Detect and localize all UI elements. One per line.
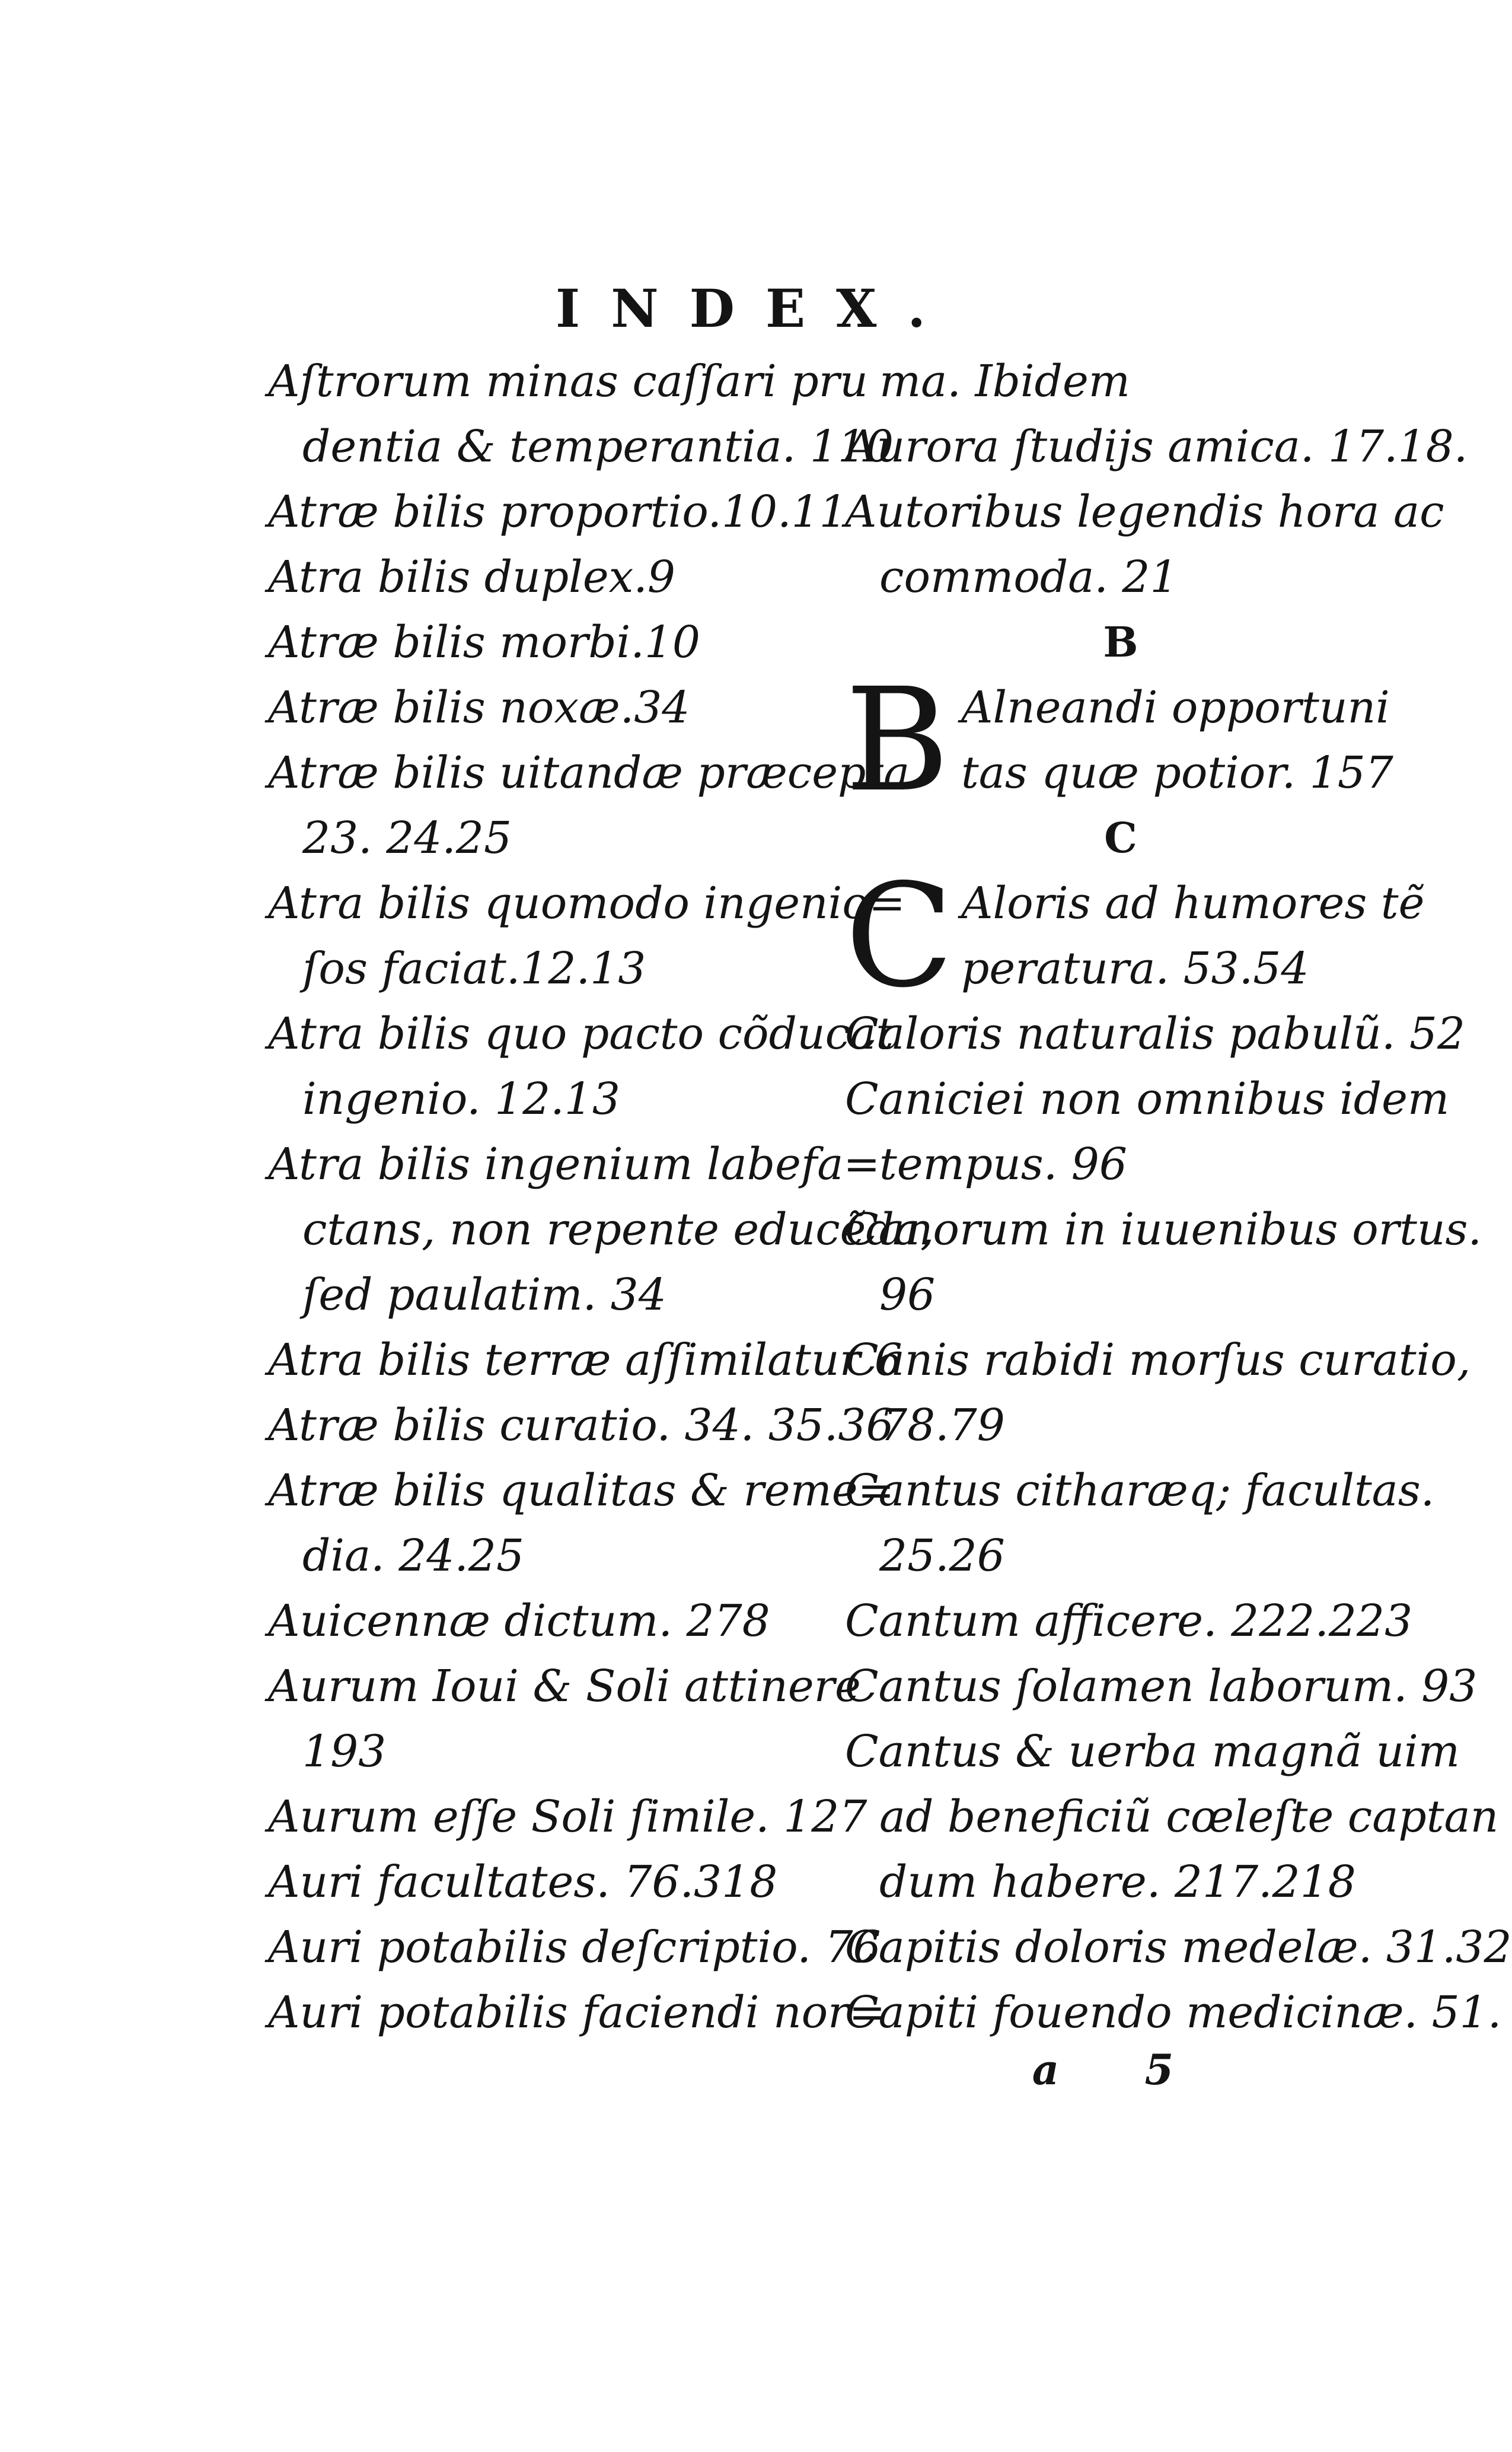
- drop-cap-c: C: [845, 853, 954, 1019]
- index-entry-continuation: ingenio. 12.13: [302, 1074, 620, 1125]
- section-letter-b: B: [1103, 617, 1138, 667]
- signature-mark: a 5: [1032, 2045, 1210, 2094]
- index-entry-continuation: commoda. 21: [879, 552, 1178, 603]
- index-entry-line: Atra bilis quomodo ingenio=: [268, 878, 905, 929]
- index-entry-line: Aurum Ioui & Soli attinere: [268, 1661, 861, 1712]
- index-entry-continuation: ctans, non repente educẽda,: [302, 1204, 934, 1255]
- index-entry-line: Atra bilis quo pacto cõducat: [268, 1008, 894, 1059]
- section-letter-c: C: [1104, 813, 1137, 862]
- index-entry-line: Autoribus legendis hora ac: [845, 486, 1444, 537]
- index-entry-line: Caniciei non omnibus idem: [845, 1074, 1450, 1125]
- index-entry-line: Atræ bilis qualitas & reme=: [268, 1465, 895, 1516]
- index-right-column: [845, 349, 1512, 2045]
- index-entry-line: Capiti fouendo medicinæ. 51.: [845, 1987, 1502, 2038]
- index-entry-continuation: ſed paulatim. 34: [302, 1269, 666, 1320]
- drop-cap-entry-c: [845, 853, 1425, 1019]
- index-entry-continuation: ma. Ibidem: [879, 356, 1130, 407]
- index-entry-continuation: 78.79: [879, 1400, 1005, 1451]
- index-entry-line: Alneandi opportuni: [961, 682, 1390, 733]
- index-entry-continuation: ad beneficiũ cœleſte captan: [879, 1791, 1499, 1842]
- index-entry-line: Cantus citharæq; facultas.: [845, 1465, 1435, 1516]
- drop-cap-b: B: [845, 657, 950, 823]
- index-entry-continuation: ſos faciat.12.13: [302, 943, 646, 994]
- index-entry-line: Atra bilis ingenium labefa=: [268, 1139, 881, 1190]
- index-entry-line: Atræ bilis uitandæ præcepta: [268, 747, 910, 798]
- index-entry-continuation: 193: [302, 1726, 387, 1777]
- index-entry-line: Atra bilis duplex.9: [268, 552, 675, 603]
- index-entry-line: Aurum eſſe Soli ſimile. 127: [268, 1791, 867, 1842]
- index-entry-line: Auri facultates. 76.318: [268, 1856, 778, 1908]
- index-entry-line: Auri potabilis faciendi nor=: [268, 1987, 886, 2038]
- index-entry-line: Auri potabilis deſcriptio. 76: [268, 1922, 881, 1973]
- drop-cap-entry-b: [845, 657, 1396, 823]
- index-entry-line: Atra bilis terræ aſſimilatur 6: [268, 1335, 902, 1386]
- index-entry-line: Atræ bilis morbi.10: [268, 617, 701, 668]
- index-entry-continuation: dum habere. 217.218: [879, 1856, 1356, 1908]
- page-title: INDEX.: [556, 278, 956, 339]
- index-entry-continuation: 23. 24.25: [302, 813, 512, 864]
- index-entry-line: tas quæ potior. 157: [961, 747, 1393, 798]
- index-entry-line: Caloris naturalis pabulũ. 52: [845, 1008, 1466, 1059]
- index-entry-line: Atræ bilis noxæ.34: [268, 682, 690, 733]
- index-entry-line: Atræ bilis curatio. 34. 35.36: [268, 1400, 894, 1451]
- index-entry-continuation: tempus. 96: [879, 1139, 1127, 1190]
- index-entry-line: Cantus & uerba magnã uim: [845, 1726, 1460, 1777]
- index-entry-continuation: 25.26: [879, 1530, 1005, 1581]
- index-entry-line: Canis rabidi morſus curatio,: [845, 1335, 1471, 1386]
- index-entry-continuation: 96: [879, 1269, 936, 1320]
- index-entry-line: Atræ bilis proportio.10.11: [268, 486, 847, 537]
- index-entry-continuation: dentia & temperantia. 110: [302, 421, 894, 472]
- index-entry-line: Cantus ſolamen laborum. 93: [845, 1661, 1478, 1712]
- index-entry-line: Capitis doloris medelæ. 31.32: [845, 1922, 1512, 1973]
- index-entry-line: Aurora ſtudijs amica. 17.18.: [845, 421, 1468, 472]
- index-entry-continuation: dia. 24.25: [302, 1530, 525, 1581]
- index-entry-line: Aſtrorum minas caſſari pru: [268, 356, 868, 407]
- index-entry-line: Canorum in iuuenibus ortus.: [845, 1204, 1482, 1255]
- index-entry-line: Auicennæ dictum. 278: [268, 1596, 770, 1647]
- index-entry-line: Cantum afficere. 222.223: [845, 1596, 1413, 1647]
- index-entry-line: peratura. 53.54: [961, 943, 1309, 994]
- index-entry-line: Aloris ad humores tẽ: [961, 878, 1425, 929]
